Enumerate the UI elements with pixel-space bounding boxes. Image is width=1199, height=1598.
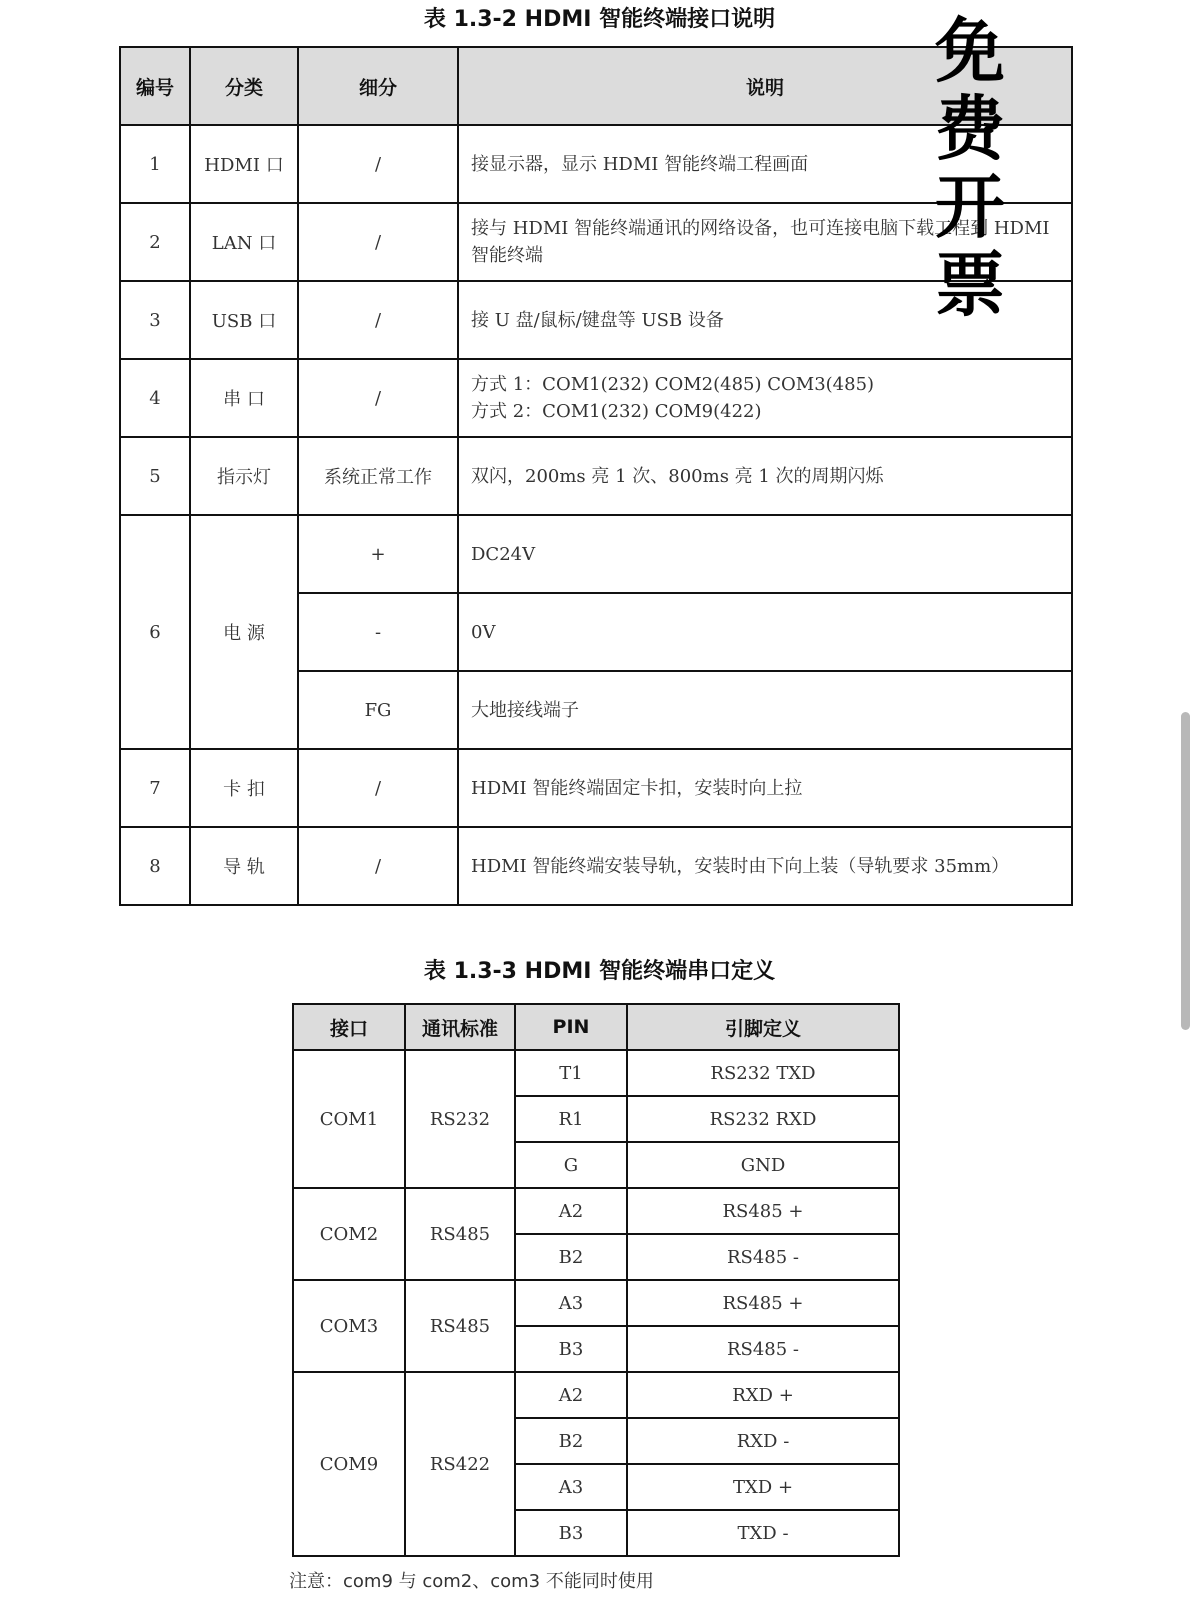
table-row	[120, 281, 1072, 359]
table-row	[120, 203, 1072, 281]
pin-cell: B3	[515, 1510, 627, 1556]
port-cell: COM1	[293, 1050, 405, 1188]
header-pin: PIN	[515, 1004, 627, 1050]
row-sub: /	[298, 827, 458, 905]
row-no: 8	[120, 827, 190, 905]
row-category: 串 口	[190, 359, 298, 437]
row-sub: /	[298, 125, 458, 203]
row-desc-line: 方式 2：COM1(232) COM9(422)	[471, 401, 762, 422]
serial-port-table	[292, 1003, 900, 1557]
definition-cell: RS485 -	[627, 1326, 899, 1372]
pin-cell: A2	[515, 1372, 627, 1418]
row-desc	[458, 359, 1072, 437]
row-no: 6	[120, 515, 190, 749]
table-header-row	[293, 1004, 899, 1050]
header-desc: 说明	[458, 47, 1072, 125]
watermark-line: 开票	[935, 166, 1023, 326]
row-no: 7	[120, 749, 190, 827]
row-desc: HDMI 智能终端安装导轨，安装时由下向上装（导轨要求 35mm）	[458, 827, 1072, 905]
definition-cell: TXD -	[627, 1510, 899, 1556]
header-definition: 引脚定义	[627, 1004, 899, 1050]
watermark-line: 免费	[935, 10, 1023, 170]
table-row	[293, 1372, 899, 1418]
definition-cell: RS485 +	[627, 1188, 899, 1234]
table-row	[120, 125, 1072, 203]
row-no: 5	[120, 437, 190, 515]
row-desc: 大地接线端子	[458, 671, 1072, 749]
row-category: HDMI 口	[190, 125, 298, 203]
header-standard: 通讯标准	[405, 1004, 515, 1050]
row-sub: /	[298, 281, 458, 359]
row-sub: FG	[298, 671, 458, 749]
table-row	[120, 359, 1072, 437]
row-category: USB 口	[190, 281, 298, 359]
definition-cell: RS232 RXD	[627, 1096, 899, 1142]
row-sub: +	[298, 515, 458, 593]
usage-note: 注意：com9 与 com2、com3 不能同时使用	[289, 1571, 654, 1592]
header-category: 分类	[190, 47, 298, 125]
pin-cell: A3	[515, 1280, 627, 1326]
port-cell: COM3	[293, 1280, 405, 1372]
table-row	[120, 749, 1072, 827]
row-category: 电 源	[190, 515, 298, 749]
table2-caption: 表 1.3-3 HDMI 智能终端串口定义	[423, 959, 776, 984]
header-no: 编号	[120, 47, 190, 125]
row-sub: 系统正常工作	[298, 437, 458, 515]
definition-cell: RXD +	[627, 1372, 899, 1418]
row-desc: HDMI 智能终端固定卡扣，安装时向上拉	[458, 749, 1072, 827]
header-sub: 细分	[298, 47, 458, 125]
row-no: 1	[120, 125, 190, 203]
row-sub: -	[298, 593, 458, 671]
row-no: 4	[120, 359, 190, 437]
vertical-scrollbar[interactable]	[1181, 712, 1190, 1030]
standard-cell: RS485	[405, 1188, 515, 1280]
row-sub: /	[298, 749, 458, 827]
pin-cell: R1	[515, 1096, 627, 1142]
row-desc: DC24V	[458, 515, 1072, 593]
row-category: 卡 扣	[190, 749, 298, 827]
table-header-row	[120, 47, 1072, 125]
pin-cell: B2	[515, 1234, 627, 1280]
table-row	[120, 437, 1072, 515]
definition-cell: RS485 -	[627, 1234, 899, 1280]
pin-cell: T1	[515, 1050, 627, 1096]
row-no: 3	[120, 281, 190, 359]
header-port: 接口	[293, 1004, 405, 1050]
pin-cell: A3	[515, 1464, 627, 1510]
standard-cell: RS422	[405, 1372, 515, 1556]
pin-cell: A2	[515, 1188, 627, 1234]
row-desc: 接与 HDMI 智能终端通讯的网络设备，也可连接电脑下载工程到 HDMI 智能终端	[458, 203, 1072, 281]
standard-cell: RS232	[405, 1050, 515, 1188]
pin-cell: B2	[515, 1418, 627, 1464]
table-row	[120, 515, 1072, 593]
row-sub: /	[298, 359, 458, 437]
watermark-stamp	[935, 12, 1105, 324]
row-category: 指示灯	[190, 437, 298, 515]
row-desc-line: 方式 1：COM1(232) COM2(485) COM3(485)	[471, 374, 875, 395]
interface-table	[119, 46, 1073, 906]
definition-cell: RS232 TXD	[627, 1050, 899, 1096]
table-row	[293, 1188, 899, 1234]
port-cell: COM9	[293, 1372, 405, 1556]
definition-cell: TXD +	[627, 1464, 899, 1510]
row-desc: 接显示器，显示 HDMI 智能终端工程画面	[458, 125, 1072, 203]
row-category: 导 轨	[190, 827, 298, 905]
definition-cell: RS485 +	[627, 1280, 899, 1326]
pin-cell: G	[515, 1142, 627, 1188]
pin-cell: B3	[515, 1326, 627, 1372]
row-sub: /	[298, 203, 458, 281]
port-cell: COM2	[293, 1188, 405, 1280]
table-row	[293, 1050, 899, 1096]
definition-cell: RXD -	[627, 1418, 899, 1464]
table1-caption: 表 1.3-2 HDMI 智能终端接口说明	[423, 7, 776, 32]
row-desc: 0V	[458, 593, 1072, 671]
standard-cell: RS485	[405, 1280, 515, 1372]
row-no: 2	[120, 203, 190, 281]
definition-cell: GND	[627, 1142, 899, 1188]
table-row	[120, 827, 1072, 905]
table-row	[293, 1280, 899, 1326]
row-desc: 接 U 盘/鼠标/键盘等 USB 设备	[458, 281, 1072, 359]
row-desc: 双闪，200ms 亮 1 次、800ms 亮 1 次的周期闪烁	[458, 437, 1072, 515]
row-category: LAN 口	[190, 203, 298, 281]
